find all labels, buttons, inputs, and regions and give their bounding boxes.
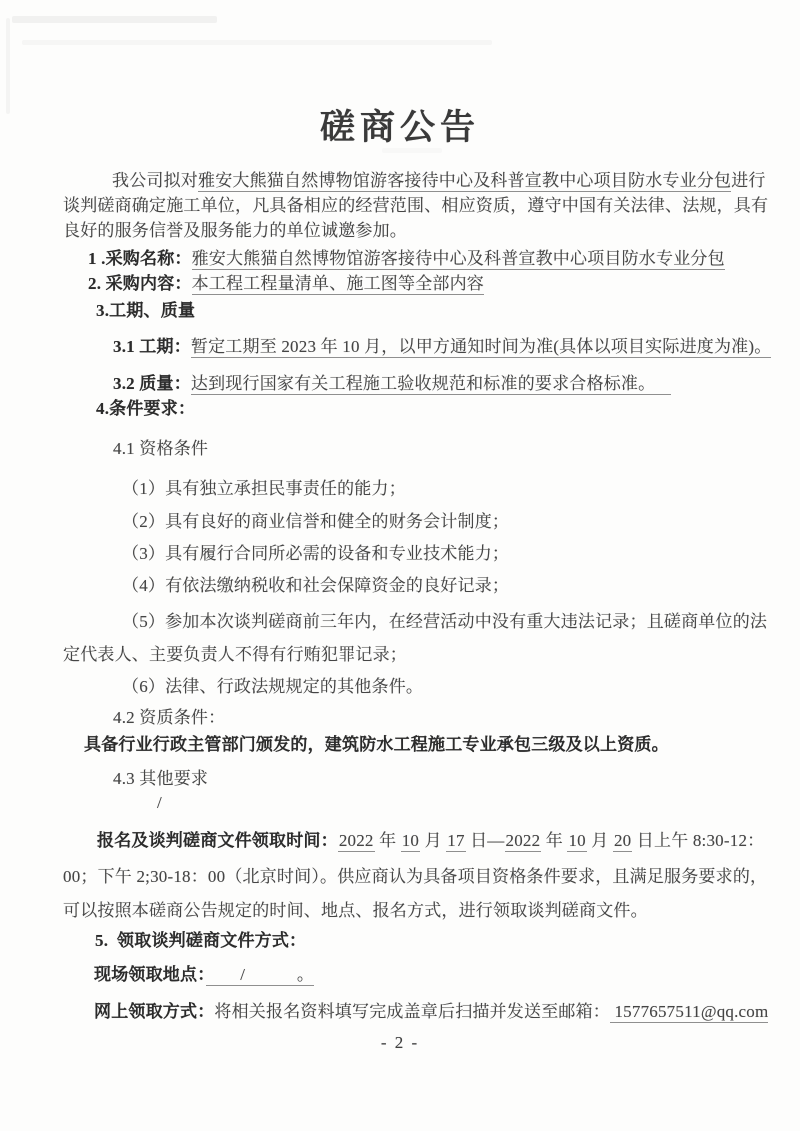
pickup-sep: 年 <box>374 831 401 850</box>
pickup-day-1: 17 <box>447 831 465 850</box>
condition-item-3: （3）具有履行合同所必需的设备和专业技术能力； <box>122 544 510 563</box>
pickup-time-tail: 日上午 8:30-12： <box>632 831 765 850</box>
onsite-pickup-line <box>94 963 314 987</box>
item-value-underlined: 雅安大熊猫自然博物馆游客接待中心及科普宣教中心项目防水专业分包 <box>191 249 725 268</box>
scan-artifact <box>12 16 217 23</box>
condition-item-5: （5）参加本次谈判磋商前三年内，在经营活动中没有重大违法记录；且磋商单位的法 <box>122 612 768 631</box>
onsite-pickup-blank: / 。 <box>205 965 315 984</box>
section-4-3-value: / <box>157 793 162 812</box>
page-number: - 2 - <box>380 1033 420 1052</box>
pickup-year-2: 2022 <box>505 831 541 850</box>
section-4-1-heading: 4.1 资格条件 <box>113 439 209 458</box>
online-pickup-email: 1577657511@qq.com <box>610 1002 769 1021</box>
item-value-underlined: 本工程工程量清单、施工图等全部内容 <box>191 274 485 293</box>
online-pickup-line <box>94 1000 768 1024</box>
scan-artifact <box>22 40 492 45</box>
item-number: 2. <box>88 274 102 293</box>
section-4-2-heading: 4.2 资质条件： <box>113 708 226 727</box>
section-4-heading: 4.条件要求： <box>96 399 196 418</box>
section-3-2-quality <box>113 372 671 396</box>
item-number: 1 . <box>88 249 106 268</box>
online-pickup-text: 将相关报名资料填写完成盖章后扫描并发送至邮箱： <box>214 1002 611 1021</box>
condition-item-6: （6）法律、行政法规规定的其他条件。 <box>122 677 424 696</box>
pickup-day-2: 20 <box>613 831 632 850</box>
section-3-1-duration <box>113 335 771 359</box>
item-label: 采购内容： <box>105 274 192 293</box>
section-4-2-qualification-value: 具备行业行政主管部门颁发的，建筑防水工程施工专业承包三级及以上资质。 <box>84 735 669 754</box>
subsection-value-underlined: 暂定工期至 2023 年 10 月，以甲方通知时间为准(具体以项目实际进度为准)。 <box>190 337 772 356</box>
subsection-label: 3.1 工期： <box>113 337 191 356</box>
condition-item-4: （4）有依法缴纳税收和社会保障资金的良好记录； <box>122 576 510 595</box>
subsection-value-underlined: 达到现行国家有关工程施工验收规范和标准的要求合格标准。 <box>191 374 671 395</box>
condition-item-5-continued: 定代表人、主要负责人不得有行贿犯罪记录； <box>63 645 407 664</box>
item-procurement-content <box>88 272 484 296</box>
intro-text: 进行 <box>731 171 766 190</box>
intro-line-3: 良好的服务信誉及服务能力的单位诚邀参加。 <box>63 221 407 240</box>
item-procurement-name <box>88 247 725 271</box>
intro-line-1 <box>112 169 766 193</box>
pickup-year-1: 2022 <box>338 831 374 850</box>
pickup-time-line-3: 可以按照本磋商公告规定的时间、地点、报名方式，进行领取谈判磋商文件。 <box>63 901 648 920</box>
pickup-time-line-2: 00；下午 2;30-18：00（北京时间）。供应商认为具备项目资格条件要求，且满足服务要求的， <box>63 867 768 886</box>
section-4-3-heading: 4.3 其他要求 <box>113 769 209 788</box>
page-title: 磋商公告 <box>319 108 480 147</box>
pickup-time-line-1 <box>97 829 764 853</box>
item-label: 采购名称： <box>105 249 192 268</box>
condition-item-2: （2）具有良好的商业信誉和健全的财务会计制度； <box>122 512 510 531</box>
section-5-heading: 5. 领取谈判磋商文件方式： <box>95 931 307 950</box>
pickup-sep: 月 <box>420 831 447 850</box>
pickup-month-1: 10 <box>401 831 420 850</box>
project-name-underlined: 雅安大熊猫自然博物馆游客接待中心及科普宣教中心项目防水专业分包 <box>198 171 732 190</box>
onsite-pickup-label: 现场领取地点： <box>94 965 206 984</box>
pickup-time-label: 报名及谈判磋商文件领取时间： <box>97 831 338 850</box>
intro-line-2: 谈判磋商确定施工单位，凡具备相应的经营范围、相应资质，遵守中国有关法律、法规，具有 <box>63 196 769 215</box>
pickup-month-2: 10 <box>568 831 586 850</box>
online-pickup-label: 网上领取方式： <box>94 1002 215 1021</box>
pickup-sep: 月 <box>586 831 613 850</box>
pickup-sep: 日— <box>465 831 505 850</box>
section-3-heading: 3.工期、质量 <box>96 301 196 320</box>
pickup-sep: 年 <box>541 831 568 850</box>
subsection-label: 3.2 质量： <box>113 374 191 393</box>
condition-item-1: （1）具有独立承担民事责任的能力； <box>122 479 406 498</box>
intro-text: 我公司拟对 <box>112 171 198 190</box>
